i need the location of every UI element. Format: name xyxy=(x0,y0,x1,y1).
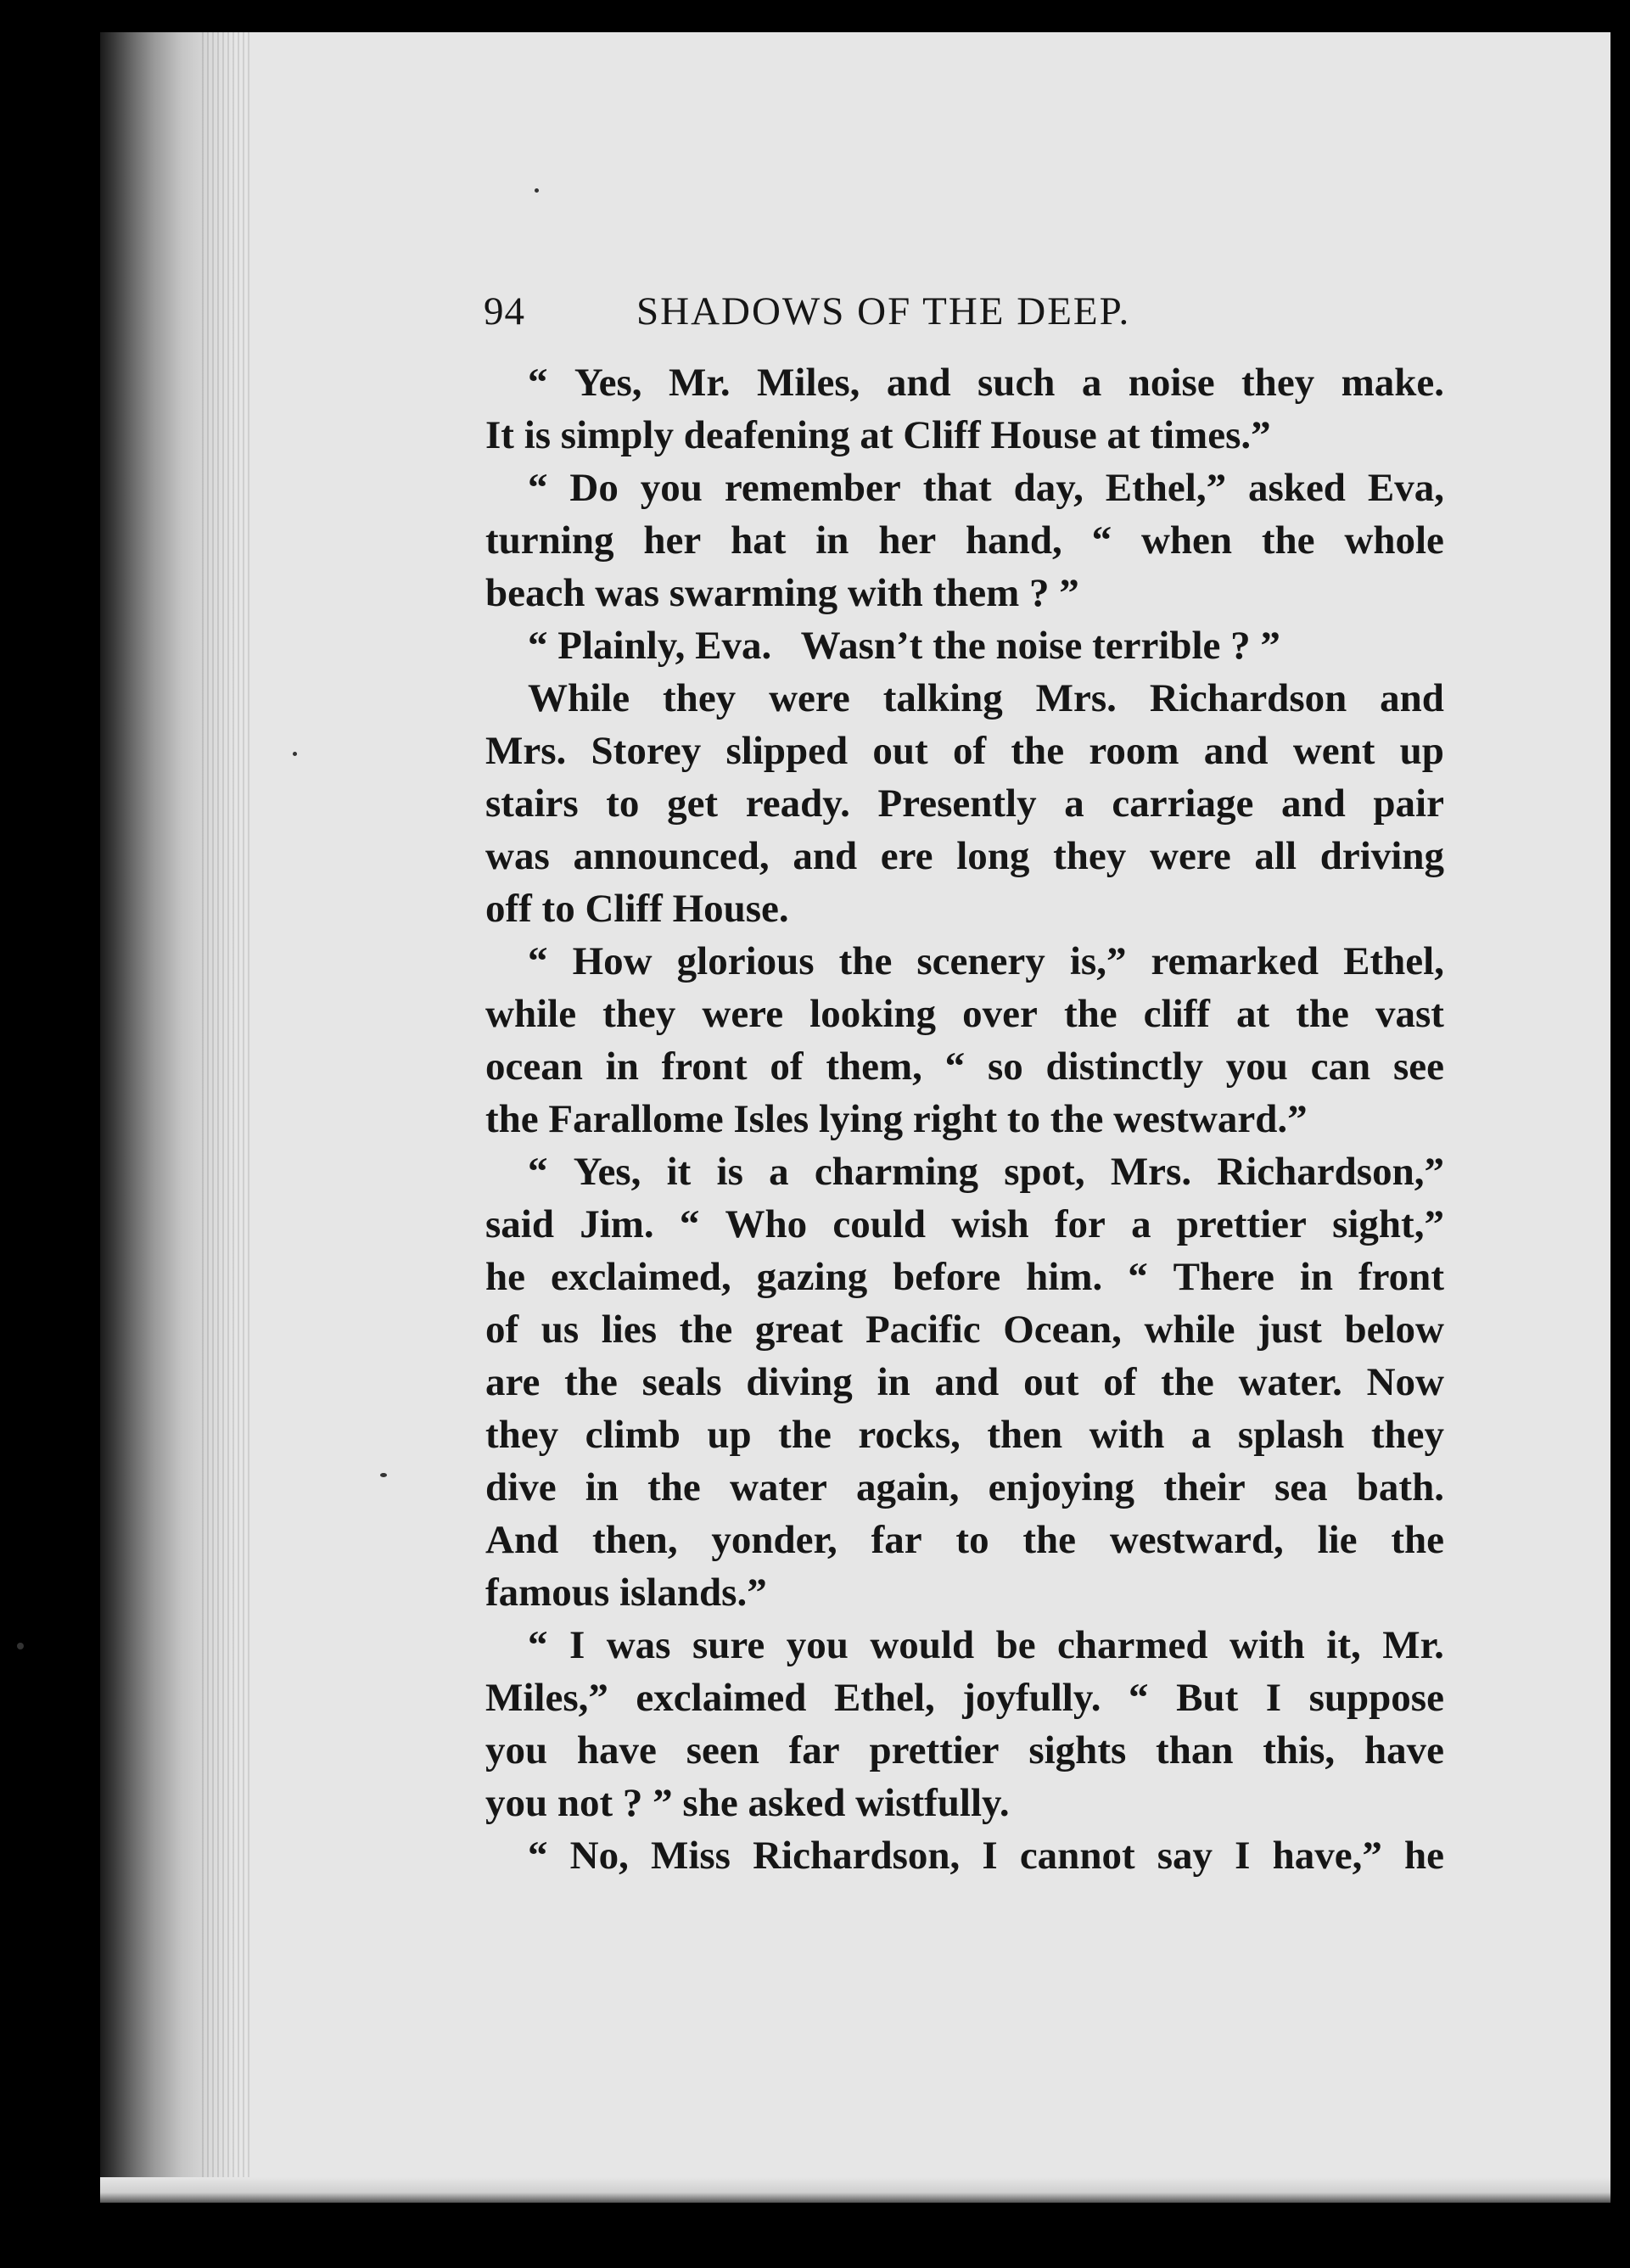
word: when xyxy=(1140,518,1233,563)
word: the xyxy=(679,1308,733,1352)
word: sights xyxy=(1028,1728,1127,1772)
word: Mrs. xyxy=(485,729,567,773)
word: Pacific xyxy=(865,1308,981,1352)
word: of xyxy=(770,1044,804,1089)
word: While xyxy=(528,676,630,720)
word: of xyxy=(952,729,987,773)
word: charming xyxy=(814,1150,979,1194)
word: the xyxy=(778,1413,832,1457)
word: make. xyxy=(1341,361,1444,405)
word: ere xyxy=(880,834,933,878)
word: her xyxy=(878,518,937,563)
word: in xyxy=(1299,1255,1334,1299)
word: “ xyxy=(528,1834,548,1878)
word: “ xyxy=(1129,1676,1149,1720)
word: it xyxy=(666,1150,692,1194)
word: again, xyxy=(856,1465,960,1509)
word: “ xyxy=(528,361,548,405)
text-line xyxy=(485,567,1444,619)
text-line xyxy=(485,514,1444,567)
word: a xyxy=(1064,781,1084,826)
word: were xyxy=(1150,834,1231,878)
line-text: you not ? ” she asked wistfully. xyxy=(485,1781,1010,1825)
body-text xyxy=(375,356,1444,1882)
text-line xyxy=(485,1040,1444,1093)
text-line xyxy=(485,830,1444,882)
word: vast xyxy=(1375,992,1444,1036)
word: get xyxy=(667,781,719,826)
word: they xyxy=(485,1413,559,1457)
word: Jim. xyxy=(580,1202,654,1246)
word: they xyxy=(1053,834,1127,878)
word: they xyxy=(663,676,737,720)
word: stairs xyxy=(485,781,579,826)
word: the xyxy=(1022,1518,1077,1562)
word: front xyxy=(1358,1255,1444,1299)
word: was xyxy=(606,1623,671,1667)
line-text: “ Plainly, Eva. Wasn’t the noise terrible ? ” xyxy=(528,624,1280,668)
word: with xyxy=(1089,1413,1165,1457)
word: “ xyxy=(1091,518,1112,563)
line-text: off to Cliff House. xyxy=(485,887,789,931)
word: great xyxy=(754,1308,843,1352)
word: “ xyxy=(528,1150,548,1194)
word: have,” xyxy=(1272,1834,1382,1878)
word: Ethel, xyxy=(833,1676,935,1720)
word: I xyxy=(982,1834,998,1878)
word: spot, xyxy=(1004,1150,1085,1194)
word: Ethel, xyxy=(1343,939,1444,983)
word: seals xyxy=(641,1360,722,1404)
word: us xyxy=(541,1308,580,1352)
page-text xyxy=(375,288,1444,1882)
word: to xyxy=(955,1518,989,1562)
text-line xyxy=(485,409,1444,462)
word: the xyxy=(1161,1360,1214,1404)
word: they xyxy=(602,992,676,1036)
text-line xyxy=(485,777,1444,830)
word: have xyxy=(576,1728,657,1772)
text-line xyxy=(485,1198,1444,1251)
word: up xyxy=(707,1413,752,1457)
word: then xyxy=(987,1413,1063,1457)
word: it, xyxy=(1326,1623,1361,1667)
word: How xyxy=(572,939,653,983)
word: distinctly xyxy=(1045,1044,1203,1089)
word: and xyxy=(793,834,858,878)
word: ready. xyxy=(745,781,850,826)
word: all xyxy=(1254,834,1297,878)
word: to xyxy=(606,781,640,826)
word: remarked xyxy=(1151,939,1319,983)
word: is,” xyxy=(1069,939,1127,983)
line-text: the Farallome Isles lying right to the westward.” xyxy=(485,1097,1308,1141)
running-title: SHADOWS OF THE DEEP. xyxy=(636,289,1131,333)
text-line xyxy=(528,619,1444,672)
running-head xyxy=(484,288,1444,356)
text-line xyxy=(485,1514,1444,1566)
word: and xyxy=(1203,729,1269,773)
word: you xyxy=(786,1623,849,1667)
word: the xyxy=(1391,1518,1444,1562)
word: with xyxy=(1230,1623,1305,1667)
text-line xyxy=(528,1829,1444,1882)
word: ocean xyxy=(485,1044,583,1089)
word: were xyxy=(769,676,850,720)
word: the xyxy=(1261,518,1315,563)
text-line xyxy=(485,1303,1444,1356)
word: him. xyxy=(1026,1255,1103,1299)
word: in xyxy=(605,1044,639,1089)
word: Yes, xyxy=(573,1150,641,1194)
word: diving xyxy=(746,1360,853,1404)
word: pair xyxy=(1373,781,1444,826)
word: up xyxy=(1399,729,1444,773)
word: were xyxy=(702,992,784,1036)
word: of xyxy=(1103,1360,1137,1404)
word: out xyxy=(872,729,928,773)
word: far xyxy=(871,1518,922,1562)
word: rocks, xyxy=(858,1413,961,1457)
word: gazing xyxy=(756,1255,868,1299)
word: in xyxy=(877,1360,910,1404)
word: the xyxy=(1011,729,1065,773)
word: driving xyxy=(1319,834,1444,878)
word: enjoying xyxy=(988,1465,1134,1509)
word: he xyxy=(1403,1834,1444,1878)
word: the xyxy=(838,939,893,983)
word: But xyxy=(1176,1676,1239,1720)
text-line xyxy=(485,1356,1444,1408)
word: and xyxy=(934,1360,1000,1404)
word: Miss xyxy=(650,1834,731,1878)
word: water xyxy=(729,1465,827,1509)
word: Storey xyxy=(591,729,702,773)
word: over xyxy=(962,992,1038,1036)
word: water. xyxy=(1238,1360,1342,1404)
word: while xyxy=(485,992,577,1036)
page-number: 94 xyxy=(484,289,525,333)
word: at xyxy=(1236,992,1270,1036)
text-line xyxy=(528,356,1444,409)
word: charmed xyxy=(1057,1623,1208,1667)
word: was xyxy=(485,834,550,878)
word: of xyxy=(485,1308,519,1352)
text-line xyxy=(528,1145,1444,1198)
word: would xyxy=(870,1623,975,1667)
word: westward, xyxy=(1109,1518,1284,1562)
word: lie xyxy=(1317,1518,1358,1562)
word: “ xyxy=(528,1623,548,1667)
word: their xyxy=(1163,1465,1246,1509)
scan-speck xyxy=(535,188,539,193)
word: joyfully. xyxy=(962,1676,1101,1720)
word: glorious xyxy=(676,939,815,983)
word: “ xyxy=(679,1202,700,1246)
word: exclaimed xyxy=(636,1676,807,1720)
text-line xyxy=(528,672,1444,725)
word: asked xyxy=(1248,466,1346,510)
word: be xyxy=(995,1623,1036,1667)
word: hat xyxy=(731,518,787,563)
word: I xyxy=(1265,1676,1282,1720)
word: below xyxy=(1344,1308,1444,1352)
word: they xyxy=(1241,361,1315,405)
text-line xyxy=(485,1724,1444,1777)
word: exclaimed, xyxy=(550,1255,731,1299)
word: you xyxy=(485,1728,548,1772)
text-line xyxy=(485,1093,1444,1145)
page-bottom-edge xyxy=(100,2177,1610,2203)
word: slipped xyxy=(725,729,849,773)
word: could xyxy=(832,1202,927,1246)
word: day, xyxy=(1013,466,1084,510)
word: carriage xyxy=(1112,781,1254,826)
word: “ xyxy=(528,466,548,510)
word: the xyxy=(647,1465,701,1509)
word: the xyxy=(1296,992,1349,1036)
word: such xyxy=(977,361,1056,405)
word: see xyxy=(1392,1044,1444,1089)
word: Mrs. xyxy=(1035,676,1117,720)
word: a xyxy=(769,1150,789,1194)
word: a xyxy=(1131,1202,1151,1246)
word: I xyxy=(569,1623,585,1667)
word: splash xyxy=(1237,1413,1345,1457)
scan-speck xyxy=(17,1643,24,1649)
word: front xyxy=(661,1044,748,1089)
word: a xyxy=(1081,361,1102,405)
word: the xyxy=(1063,992,1117,1036)
word: Presently xyxy=(877,781,1037,826)
word: No, xyxy=(569,1834,629,1878)
word: long xyxy=(956,834,1030,878)
word: remember xyxy=(724,466,901,510)
word: Miles, xyxy=(757,361,860,405)
word: Do xyxy=(569,466,619,510)
text-line xyxy=(485,1777,1444,1829)
text-line xyxy=(528,935,1444,988)
text-line xyxy=(485,1461,1444,1514)
word: and xyxy=(1380,676,1444,720)
word: There xyxy=(1173,1255,1274,1299)
text-line xyxy=(528,1619,1444,1672)
word: Mr. xyxy=(1382,1623,1444,1667)
word: in xyxy=(815,518,849,563)
text-line xyxy=(485,1672,1444,1724)
word: they xyxy=(1370,1413,1444,1457)
word: he xyxy=(485,1255,525,1299)
word: bath. xyxy=(1356,1465,1444,1509)
line-text: beach was swarming with them ? ” xyxy=(485,571,1079,615)
word: room xyxy=(1089,729,1179,773)
text-line xyxy=(485,725,1444,777)
word: for xyxy=(1054,1202,1106,1246)
text-line xyxy=(485,1408,1444,1461)
word: Mr. xyxy=(668,361,731,405)
word: And xyxy=(485,1518,559,1562)
word: scenery xyxy=(916,939,1045,983)
word: “ xyxy=(528,939,548,983)
word: just xyxy=(1258,1308,1322,1352)
text-line xyxy=(485,988,1444,1040)
word: you xyxy=(640,466,703,510)
word: “ xyxy=(944,1044,966,1089)
word: them, xyxy=(826,1044,922,1089)
word: seen xyxy=(686,1728,759,1772)
text-line xyxy=(528,462,1444,514)
word: this, xyxy=(1263,1728,1336,1772)
word: wish xyxy=(951,1202,1029,1246)
scan-speck xyxy=(293,752,297,756)
word: while xyxy=(1144,1308,1235,1352)
word: climb xyxy=(585,1413,681,1457)
word: said xyxy=(485,1202,554,1246)
word: Richardson, xyxy=(753,1834,961,1878)
line-text: famous islands.” xyxy=(485,1571,767,1615)
word: sea xyxy=(1274,1465,1328,1509)
page-edge-lines xyxy=(202,32,253,2203)
word: Richardson xyxy=(1149,676,1347,720)
text-line xyxy=(485,1251,1444,1303)
word: before xyxy=(893,1255,1001,1299)
word: I xyxy=(1235,1834,1251,1878)
word: announced, xyxy=(573,834,770,878)
word: and xyxy=(1280,781,1346,826)
word: out xyxy=(1023,1360,1079,1404)
word: Eva, xyxy=(1367,466,1444,510)
word: Ethel,” xyxy=(1105,466,1227,510)
word: talking xyxy=(882,676,1003,720)
word: Miles,” xyxy=(485,1676,608,1720)
word: looking xyxy=(809,992,937,1036)
word: the xyxy=(564,1360,618,1404)
word: have xyxy=(1364,1728,1444,1772)
word: sight,” xyxy=(1332,1202,1444,1246)
word: “ xyxy=(1128,1255,1148,1299)
word: Who xyxy=(725,1202,808,1246)
word: can xyxy=(1310,1044,1371,1089)
word: noise xyxy=(1128,361,1215,405)
word: Mrs. xyxy=(1110,1150,1192,1194)
text-line xyxy=(485,882,1444,935)
word: are xyxy=(485,1360,541,1404)
word: whole xyxy=(1344,518,1444,563)
word: a xyxy=(1190,1413,1212,1457)
word: Now xyxy=(1366,1360,1444,1404)
word: hand, xyxy=(966,518,1062,563)
word: then, xyxy=(592,1518,678,1562)
line-text: It is simply deafening at Cliff House at times.” xyxy=(485,413,1271,457)
word: cannot xyxy=(1019,1834,1135,1878)
word: Yes, xyxy=(574,361,642,405)
word: sure xyxy=(692,1623,765,1667)
word: prettier xyxy=(869,1728,1000,1772)
word: say xyxy=(1157,1834,1213,1878)
word: you xyxy=(1225,1044,1288,1089)
word: that xyxy=(922,466,992,510)
word: suppose xyxy=(1308,1676,1444,1720)
word: yonder, xyxy=(711,1518,837,1562)
word: lies xyxy=(601,1308,658,1352)
word: in xyxy=(585,1465,619,1509)
word: is xyxy=(716,1150,743,1194)
word: her xyxy=(643,518,702,563)
word: Ocean, xyxy=(1003,1308,1122,1352)
word: than xyxy=(1156,1728,1234,1772)
text-line xyxy=(485,1566,1444,1619)
word: far xyxy=(788,1728,840,1772)
word: and xyxy=(886,361,951,405)
word: so xyxy=(987,1044,1023,1089)
word: cliff xyxy=(1143,992,1210,1036)
word: Richardson,” xyxy=(1217,1150,1444,1194)
word: prettier xyxy=(1176,1202,1307,1246)
word: dive xyxy=(485,1465,557,1509)
word: turning xyxy=(485,518,614,563)
word: went xyxy=(1292,729,1375,773)
